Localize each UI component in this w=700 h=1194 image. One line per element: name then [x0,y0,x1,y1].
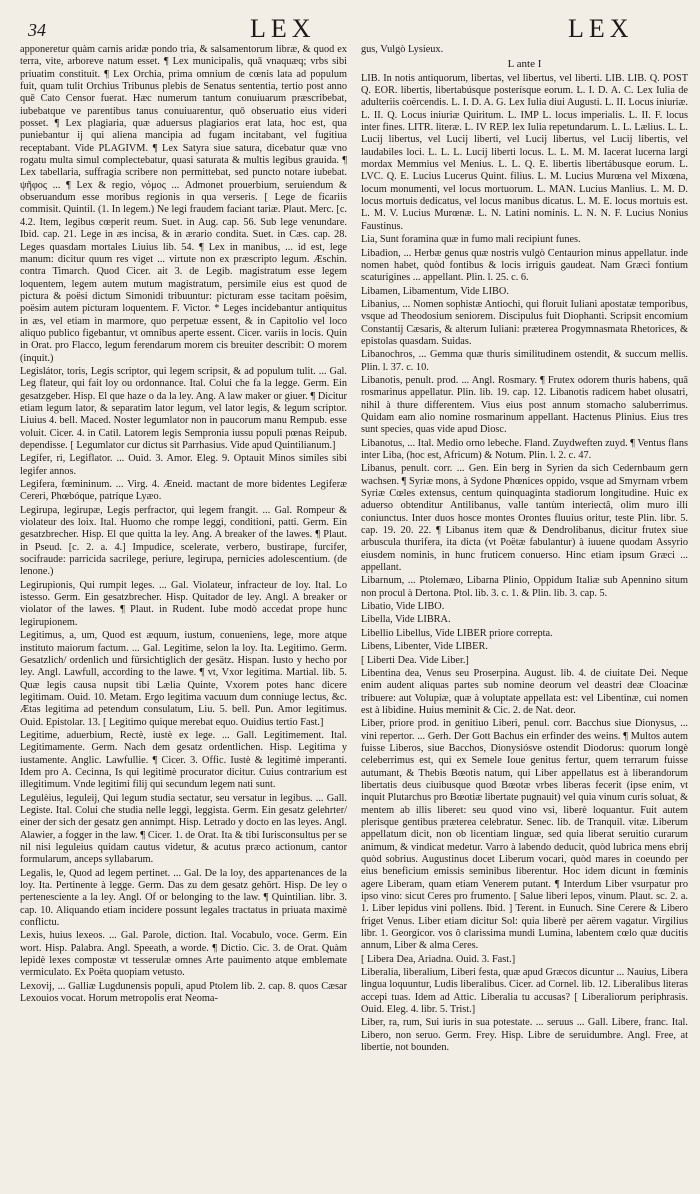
dictionary-entry: Legirupionis, Qui rumpit leges. ... Gal. Violateur, infracteur de loy. Ital. Lo istesso. Germ. Ein gesatzbrecher. Hisp. Quitador de ley. Angl. A breaker or violator of the lawes. ¶ Plaut. in Rudent. Iube modò accedat prope hunc legirupionem. [20,579,347,628]
dictionary-entry: Libarnum, ... Ptolemæo, Libarna Plinio, Oppidum Italiæ sub Apennino situm non procul à Dertona. Ptol. lib. 3. c. 1. & Plin. lib. 3. cap. 5. [361,575,688,599]
dictionary-entry: Libanotus, ... Ital. Medio orno lebeche. Fland. Zuydweften zuyd. ¶ Ventus flans inter Liba, (hoc est, Africum) & Notum. Plin. l. 2. c. 47. [361,437,688,461]
dictionary-entry: Liber, priore prod. in genitiuo Liberi, penul. corr. Bacchus siue Dionysus, ... vini repertor. ... Gerh. Der Gott Bachus ein erfinder des weins. ¶ Multos autem fuisse Liberos, siue Bacchos, Dionysiósve ostendit Diodorus: quorum longè celeberrimus est, qui ex Semele Ioue genitus fertur, quem terrarum fuisse autumant, & Thebis Bœotis natum, qui Liber appellatus est à liberandorum libertatis deus ciuibusque quod Bœotæ vrbes liberas fecerit (ipse enim, vt inquit Plutarchus pro Bœotiæ libertate pugnauit) vel quia vinum curis soluat, & mentem ab illis liberet: seu quod vino vsi, liberè loquantur. Fuit autem plerisque gentibus præterea celebratur. Senec. lib. de Tranquil. vitæ. Liberum appellatum dicit, non ob licentiam linguæ, sed quia liberat seruitio curarum animum, & vindicat medetur. Varro à labendo deducit, quòd lubrica mens ebrij quòd sobrius. Augustinus docet Liberum vocari, quòd mares in coeundo per eius beneficium emissis seminibus liberentur. Hoc idem dicunt in fœminis agere Liberam, quam etiam Venerem putant. ¶ Interdum Liber vsurpatur pro ipso vino: sicut Ceres pro frumento. [ Salue liberi lepos, vinum. Plaut. sc. 2. a. 1. Liber lepidus vini pollens. Ibid. ] Terent. in Eunuch. Sine Cerere & Libero friget Venus. Liber etiam dicitur Sol: quia liberè per aërem vagatur. Virgilius libr. 1. Georgicor. vos ô clarissima mundi Lumina, labentem cœlo quæ ducitis annum, Liber & alma Ceres. [361,718,688,952]
dictionary-entry: Libellio Libellus, Vide LIBER priore correpta. [361,627,553,639]
dictionary-entry: Libatio, Vide LIBO. [361,601,445,613]
dictionary-entry: LIB. In notis antiquorum, libertas, vel libertus, vel liberti. LIB. LIB. Q. POST Q. EOR. libertis, libertabúsque posterísque eorum. L. I. D. A. C. Lex Iulia de adulteriis coërcendis. L. I. D. A. G. Lex Iulia diui Augusti. L. II. Locus iniuriæ. L. II. Q. Locus iniuriæ Quiritum. L. IMP L. locus imperialis. L. II. F. locus inter fines. LITR. literæ. L. IV REP. lex Iulia repetundarum. L. L. Lælius. L. L. Lucij libertus, vel Lucij liberti, vel Lucij libertus, vel Lucij libertis, vel laudabiles loci. L. L. L. Lucij liberti locus. L. L. M. M. Iacerat lucerna largi mordax Memmius vel Menius. L. L. Q. E. libertis libertábusque eorum. L. LVC. Q. E. Lucius Lucerus Quint. filius. L. M. Lucius Murœna vel Mixœna, locum monumenti, vel locus mortuorum. L. MAN. Lucius Manlius. L. M. D. locus mortuis dedicatus, vel locus manibus dicatus. L. M. E. locus mortuis est. L. M. V. Lucius Murœnæ. L. N. Latini nominis. L. N. N. F. Lucius Nonius Faustinus. [361,72,688,232]
dictionary-entry: Libanius, ... Nomen sophistæ Antiochi, qui floruit Iuliani apostatæ temporibus, vsque ad Theodosium seniorem. Discipulus fuit Diophanti. Scripsit encomium Constantij Cæsaris, & alterum Iuliani: præterea Progymnasmata Rhetorices, & epistolas quasdam. Suidas. [361,298,688,347]
running-head-right: LEX [568,14,634,43]
text-columns [20,44,688,1188]
dictionary-entry: Libanotis, penult. prod. ... Angl. Rosmary. ¶ Frutex odorem thuris habens, quā rosmarinus appellatur. Plin. lib. 19. cap. 12. Libanotis radicem habet olusatri, nihil à thure differentem. Vius eius post annum stomacho saluberrimus. Quidam eam alio nomine rosmarinum appellant. Hactenus Plinius. Eius tres sunt species, quas vide apud Diosc. [361,374,688,436]
dictionary-entry: Legifera, fœmininum. ... Virg. 4. Æneid. mactant de more bidentes Legiferæ Cereri, Phœbóque, patríque Lyæo. [20,479,347,503]
dictionary-entry: Liber, ra, rum, Sui iuris in sua potestate. ... seruus ... Gall. Libere, franc. Ital. Libero, non seruo. Germ. Frey. Hisp. Libre de seruidumbre. Angl. Free, at libertie, not bounden. [361,1017,688,1054]
page-header [20,10,688,44]
dictionary-entry: gus, Vulgò Lysieux. [361,44,444,55]
dictionary-entry: Libentina dea, Venus seu Proserpina. August. lib. 4. de ciuitate Dei. Neque enim audent aliquas partes sub nomine deorum vel deastri deæ Cloacinæ tribuere: aut Volupiæ, quæ à voluptate appellata est: vel Libentinæ, cui nomen est à libidine. Huius meminit & Cic. 2. de Nat. deor. [361,667,688,716]
dictionary-entry: [ Libera Dea, Ariadna. Ouid. 3. Fast.] [361,953,516,965]
dictionary-entry: Libanus, penult. corr. ... Gen. Ein berg in Syrien da sich Cedernbaum gern wachsen. ¶ Syriæ mons, à Sydone Phœnices oppido, vsque ad Smyrnam vrbem Syriæ Cœles extensus, centum quinquaginta stadiorum longitudine. Huic ex aduerso obtenditur Antilibanus, valle tantùm interiectâ, olim muro illi coniunctus. Inter duos hosce montes Orontes fluuius oritur, teste Plin. libr. 5. cap. 19. 20. 22. ¶ Libanus item quæ & Dendrolibanus, dicitur frutex siue arbuscula thurifera, ita dicta (vt Poëtæ fabulantur) à iuuene quodam Assyrio eiusdem nominis, in hunc fruticem conuerso. Hinc etiam ipsum Græci ... appellant. [361,463,688,574]
left-column [20,44,347,1188]
dictionary-entry: [ Liberti Dea. Vide Liber.] [361,654,469,666]
dictionary-entry: Libamen, Libamentum, Vide LIBO. [361,285,509,297]
dictionary-entry: Lexis, huius lexeos. ... Gal. Parole, diction. Ital. Vocabulo, voce. Germ. Ein wort. Hisp. Palabra. Angl. Speeath, a worde. ¶ Dictio. Cic. 3. de Orat. Quàm lepidè lexes compostæ vt tesserulæ omnes Arte pauimento atque emblemate vermiculato. Ex Poëta quopiam vetusto. [20,930,347,979]
dictionary-entry: Legitimus, a, um, Quod est æquum, iustum, conueniens, lege, more atque instituto maiorum factum. ... Gal. Legitime, selon la loy. Ita. Legitimo. Germ. Gesatzlich/ ordenlich und fürsichtiglich der gesätz. Hispan. Iusto y hecho por ley. Angl. Lawfull, according to the lawe. ¶ vt, Vxor legitima. Martial. lib. 5. Quæ legis causa nupsit tibi Lælia Quinte, Vxorem potes hanc dicere legitimam. Ouid. 10. Metam. Ergo legitima vacuum dum conniuge lectus, &c. Ætas legitima ad petendum consulatum, Liu. 5. bell. Pun. Amor legitimus. Ouid. Epistolar. 13. [ Legitimo quique merebat equo. Ouidius tertio Fast.] [20,630,347,728]
dictionary-entry: Legulèius, leguleij, Qui legum studia sectatur, seu versatur in legibus. ... Gall. Legiste. Ital. Colui che studia nelle leggi, leggista. Germ. Ein gesatz gelehrter/ einer der sich der gesatz gen annimpt. Hisp. Letrado y docto en las leyes. Angl. Alawier, a fogger in the law. ¶ Cicer. 1. de Orat. Ita & tibi Iurisconsultus per se nil nisi leguleius quidam cautus videtur, & acutus præco actionum, cantor formularum, anceps syllabarum. [20,792,347,866]
dictionary-entry: Lia, Sunt foramina quæ in fumo mali recipiunt funes. [361,234,581,246]
dictionary-entry: Legífer, ri, Legiflator. ... Ouid. 3. Amor. Eleg. 9. Optauit Minos similes sibi legifer annos. [20,453,347,477]
right-column [361,44,688,1188]
section-heading: L ante I [507,58,542,71]
dictionary-entry: Lexovij, ... Galliæ Lugdunensis populi, apud Ptolem lib. 2. cap. 8. quos Cæsar Lexouios vocat. Horum metropolis erat Neoma- [20,980,347,1005]
running-head-left: LEX [250,14,316,43]
dictionary-entry: apponeretur quàm carnis aridæ pondo tria, & salsamentorum libræ, & quod ex terra, vite, arboreve natum esset. ¶ Lex municipalis, quā vnaquæq; vrbs sibi priuatim constituit. ¶ Lex Orchia, prima omnium de cœnis lata ad populum fuit, quam tulit Orchius Tribunus plebis de Senatus sententia, tertio post anno quē Cato Censor fuerat. Hæc numerum tantum conuiuarum præscribebat, iubebatque ve parentibus tanus conuiuarentur, quō obseruatio eius videri posset. ¶ Lex plagiaria, quæ aduersus plagiarios erat lata, hoc est, qua puniebantur ij qui aliena mancipia ad fugam incitabant, vel fugitiua receptabant. Vide PLAGIVM. ¶ Lex Satyra siue satura, dicebatur quæ vno rogatu multa simul complectebatur, quasi saturata & multis legibus grauida. ¶ Lex tabellaria, suffragia scribere non permittebat, sed puncto notare iubebat. ψῆφος ... ¶ Lex & regio, νόμος ... Admonet prouerbium, seruiendum & obseruandum esse moribus regionis in qua verseris. [ Lege de ficariis commisit. Quintil. (1. In legem.) Ne legi fraudem faciant tariæ. Plaut. Merc. [c. 4.2. Item, legibus cœperit reum. Suet. in Aug. cap. 56. Sub lege venundare. Ibid. cap. 21. Lege in æs incisa, & in ærario condita. Suet. in Cæs. cap. 28. Leges quasdam mortales Liuius lib. 54. ¶ Lex in manibus, ... id est, lege manum: dicitur quum res viget ... virtute non ex præscripto legum. Æschin. contra Timarch. Quod Cicer. ait 3. de Legib. magistratum esse legem loquentem, legem autem mutum magistratum, persimile eius est quod de pictura & poësi dictum Simonidi tribuuntur: picturam esse tacitam poësim, poësim autem picturam loquentem. F. Victor. * Leges incidebantur antiquitus in æs, vel etiam in marmore, quo perpetuæ essent, & in Capitolio vel loco aliquo publico figebantur, vt omnibus aperte essent. Cicer. variis in locis. Quin in Orat. pro Flacco, legum ferendarum morem cis breuiter describit: O morem (inquit.) [20,44,347,364]
dictionary-entry: Legitime, aduerbium, Rectè, iustè ex lege. ... Gall. Legitimement. Ital. Legitimamente. Germ. Nach dem gesatz ordentlichen. Hisp. Legitima y iustamente. Anglic. Lawfullie. ¶ Cicer. 3. Offic. Iustè & legitimè imperanti. Idem pro A. Cecinna, Is qui legitimè procurator dicitur. Cuius contrarium est illegitimum. Vnde legitimi filij qui secundum legem nati sunt. [20,729,347,791]
dictionary-entry: Legalis, le, Quod ad legem pertinet. ... Gal. De la loy, des appartenances de la loy. Ita. Pertinente à legge. Germ. Das zu dem gesatz gehört. Hisp. De ley o pertenesciente a la ley. Angl. Of or belonging to the law. ¶ Quintilian. libr. 3. cap. 10. Aliquando etiam incidere possunt legales tractatus in priuata maximè conflictu. [20,867,347,929]
dictionary-entry: Libanochros, ... Gemma quæ thuris similitudinem ostendit, & succum mellis. Plin. l. 37. c. 10. [361,349,688,373]
dictionary-entry: Legislátor, toris, Legis scriptor, qui legem scripsit, & ad populum tulit. ... Gal. Leg flateur, qui fait loy ou ordonnance. Ital. Colui che fa la legge. Germ. Ein gesatzgeber. Hisp. El que haze o da la ley. Ang. A law maker or giuer. ¶ Dicitur etiam legum lator, & separatim lator legum, vel lator legis, & legum scriptor. Liuius 4. bell. Maced. Noster legumlator non in paucorum manu Rempub. esse voluit. Cicer. 4. in Catil. Latorem legis Sempronia iussu populi pœnas Reipub. dependisse. [ Legumlator cur dictus sit Parrhasius. Vide apud Quintilianum.] [20,365,347,451]
page-number: 34 [28,20,46,40]
dictionary-entry: Libella, Vide LIBRA. [361,614,451,626]
dictionary-entry: Libens, Libenter, Vide LIBER. [361,641,488,653]
dictionary-entry: Libadion, ... Herbæ genus quæ nostris vulgò Centaurion minus appellatur. inde nomen habet, quòd fontibus & locis irriguis gaudeat. Nam Græci fontium scaturigines ... appellant. Plin. l. 25. c. 6. [361,247,688,284]
dictionary-entry: Legirupa, legirupæ, Legis perfractor, qui legem frangit. ... Gal. Rompeur & violateur des loix. Ital. Huomo che rompe leggi, conditioni, patti. Germ. Ein gesatzbrecher. Hisp. El que quitta la ley. Ang. A breaker of the lawes. ¶ Plaut. in Pseud. [c. 2. a. 4.] Impudice, scelerate, verbero, bustirape, furcifer, socifraude: parricida sacrilege, periure, legirupa, pernicies adolescentium. (de lenone.) [20,504,347,578]
dictionary-entry: Liberalia, liberalium, Liberi festa, quæ apud Græcos dicuntur ... Nauius, Libera lingua loquuntur, Ludis liberalibus. Cicer. ad Cornel. lib. 12. Liberalibus literas accepi tuas. Idem ad Attic. Liberalia tu accusas? [ Liberaliorum periphrasis. Ouid. Eleg. 4. libr. 5. Trist.] [361,967,688,1016]
